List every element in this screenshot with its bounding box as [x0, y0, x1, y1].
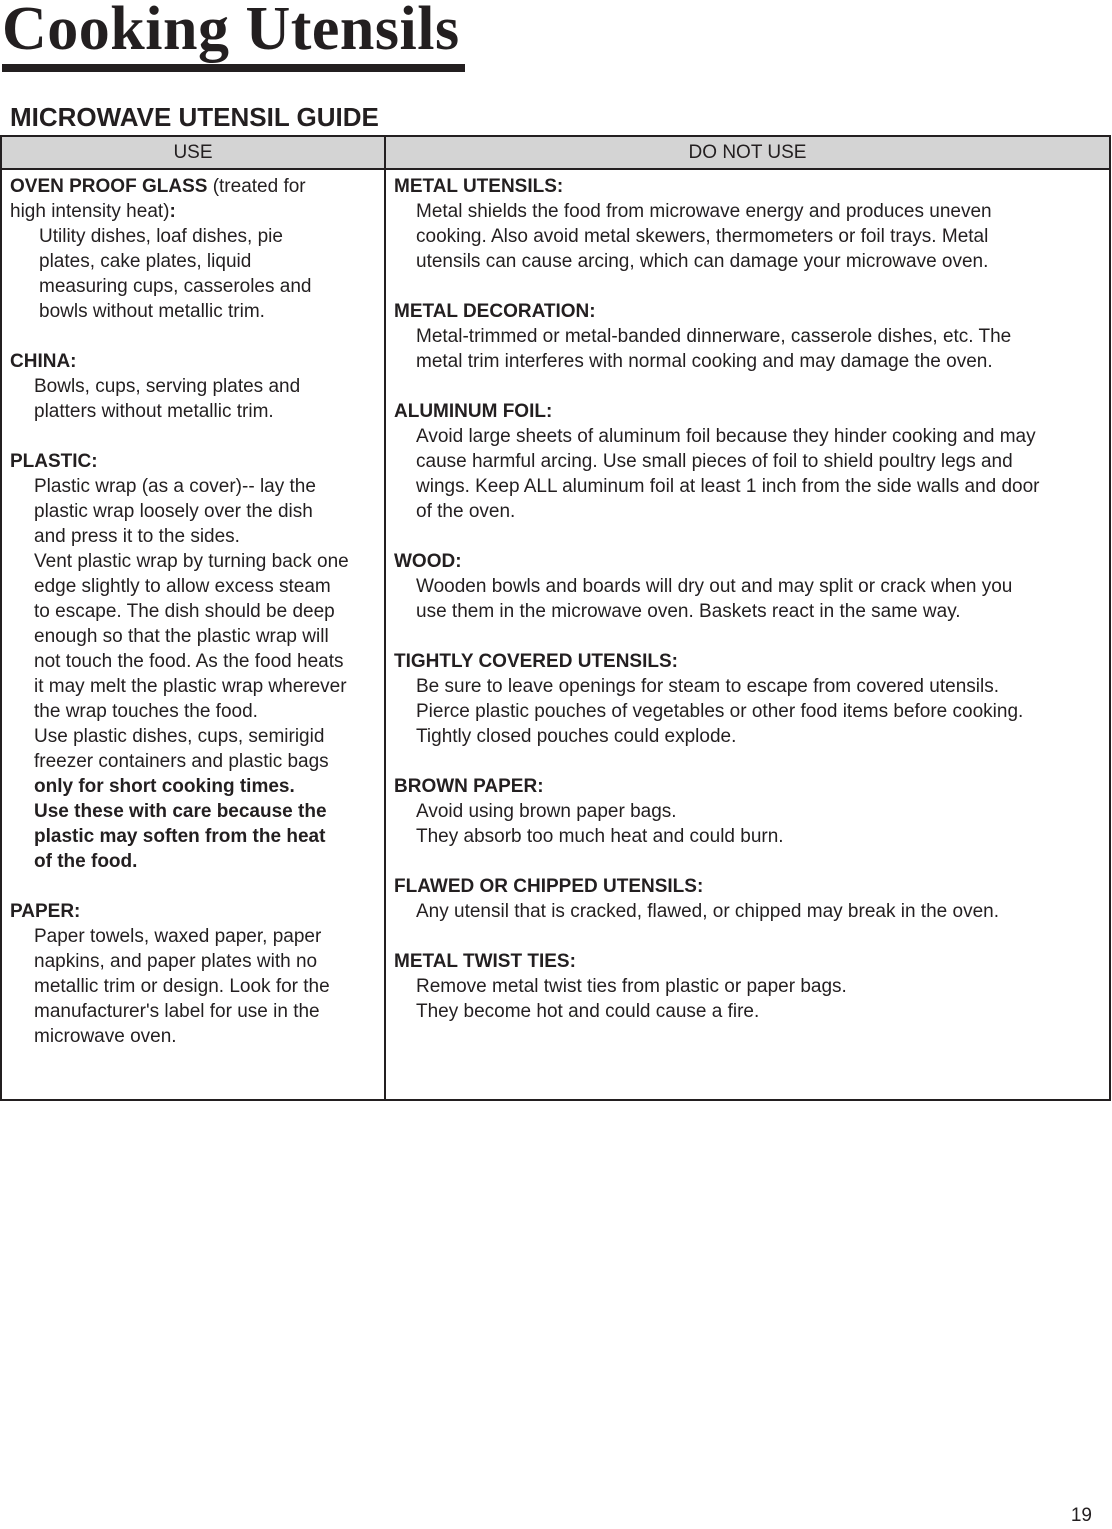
section-subtitle: MICROWAVE UTENSIL GUIDE	[10, 102, 379, 132]
section-line: Utility dishes, loaf dishes, pie	[39, 226, 283, 247]
guide-section	[394, 174, 1101, 274]
section-heading-note: (treated for	[207, 176, 306, 197]
section-heading	[10, 449, 376, 474]
table-row	[1, 169, 1110, 1100]
section-heading-label: ALUMINUM FOIL:	[394, 401, 553, 422]
section-heading-label: WOOD:	[394, 551, 462, 572]
section-line: Tightly closed pouches could explode.	[416, 726, 737, 747]
section-line: utensils can cause arcing, which can damage your microwave oven.	[416, 251, 989, 272]
section-line: manufacturer's label for use in the	[34, 1001, 320, 1022]
section-line: Remove metal twist ties from plastic or paper bags.	[416, 976, 847, 997]
section-heading	[394, 549, 1101, 574]
section-line: metal trim interferes with normal cooking and may damage the oven.	[416, 351, 993, 372]
guide-section	[10, 174, 376, 324]
section-line: Metal shields the food from microwave energy and produces uneven	[416, 201, 992, 222]
section-line: cooking. Also avoid metal skewers, thermometers or foil trays. Metal	[416, 226, 989, 247]
section-line: it may melt the plastic wrap wherever	[34, 676, 347, 697]
section-heading	[394, 874, 1101, 899]
page-title: Cooking Utensils	[2, 0, 460, 63]
section-line: They absorb too much heat and could burn.	[416, 826, 784, 847]
section-heading-label: METAL DECORATION:	[394, 301, 596, 322]
section-heading-label: PLASTIC:	[10, 451, 98, 472]
section-heading-label: TIGHTLY COVERED UTENSILS:	[394, 651, 678, 672]
utensil-guide-table	[0, 135, 1111, 1101]
section-line: freezer containers and plastic bags	[34, 751, 329, 772]
guide-section	[394, 874, 1101, 924]
title-underline	[2, 64, 465, 72]
section-heading	[394, 774, 1101, 799]
section-line: metallic trim or design. Look for the	[34, 976, 330, 997]
section-heading	[394, 949, 1101, 974]
section-heading	[10, 899, 376, 924]
section-line: bowls without metallic trim.	[39, 301, 265, 322]
section-line: Metal-trimmed or metal-banded dinnerware, casserole dishes, etc. The	[416, 326, 1012, 347]
section-line: Be sure to leave openings for steam to escape from covered utensils.	[416, 676, 999, 697]
section-line: cause harmful arcing. Use small pieces of foil to shield poultry legs and	[416, 451, 1013, 472]
section-line: the wrap touches the food.	[34, 701, 258, 722]
section-line: Avoid large sheets of aluminum foil because they hinder cooking and may	[416, 426, 1036, 447]
section-line: of the oven.	[416, 501, 516, 522]
section-heading-label: BROWN PAPER:	[394, 776, 544, 797]
section-line: use them in the microwave oven. Baskets react in the same way.	[416, 601, 961, 622]
section-line: platters without metallic trim.	[34, 401, 274, 422]
section-line: of the food.	[34, 851, 138, 872]
guide-section	[394, 649, 1101, 749]
section-heading	[10, 174, 376, 199]
section-heading-label: METAL UTENSILS:	[394, 176, 564, 197]
section-line: and press it to the sides.	[34, 526, 240, 547]
section-heading	[394, 174, 1101, 199]
section-line: only for short cooking times.	[34, 776, 295, 797]
section-heading	[10, 349, 376, 374]
guide-section	[394, 949, 1101, 1024]
column-header-use: USE	[1, 136, 385, 169]
section-heading	[394, 299, 1101, 324]
section-line: napkins, and paper plates with no	[34, 951, 318, 972]
section-line: Use these with care because the	[34, 801, 327, 822]
section-line: not touch the food. As the food heats	[34, 651, 344, 672]
section-line: plastic may soften from the heat	[34, 826, 326, 847]
section-heading-label: CHINA:	[10, 351, 77, 372]
section-heading-continuation	[10, 199, 376, 224]
guide-section	[10, 899, 376, 1049]
section-heading-label: PAPER:	[10, 901, 81, 922]
section-line: plastic wrap loosely over the dish	[34, 501, 313, 522]
section-line: Use plastic dishes, cups, semirigid	[34, 726, 325, 747]
section-line: enough so that the plastic wrap will	[34, 626, 329, 647]
page-number: 19	[1070, 1505, 1092, 1526]
section-heading	[394, 649, 1101, 674]
section-line: to escape. The dish should be deep	[34, 601, 335, 622]
heading-colon: :	[169, 201, 176, 222]
section-line: Any utensil that is cracked, flawed, or chipped may break in the oven.	[416, 901, 999, 922]
section-line: wings. Keep ALL aluminum foil at least 1 inch from the side walls and door	[416, 476, 1040, 497]
section-heading-label: OVEN PROOF GLASS	[10, 176, 208, 197]
guide-section	[10, 349, 376, 424]
table-header-row	[1, 136, 1110, 169]
guide-section	[394, 549, 1101, 624]
section-line: Plastic wrap (as a cover)-- lay the	[34, 476, 316, 497]
use-column-cell	[1, 169, 385, 1100]
section-line: They become hot and could cause a fire.	[416, 1001, 760, 1022]
section-line: microwave oven.	[34, 1026, 177, 1047]
guide-section	[394, 399, 1101, 524]
column-header-do-not-use: DO NOT USE	[385, 136, 1110, 169]
section-heading-label: METAL TWIST TIES:	[394, 951, 576, 972]
section-line: Wooden bowls and boards will dry out and may split or crack when you	[416, 576, 1013, 597]
section-heading	[394, 399, 1101, 424]
heading-note-text: high intensity heat)	[10, 201, 170, 222]
section-line: Bowls, cups, serving plates and	[34, 376, 301, 397]
section-line: measuring cups, casseroles and	[39, 276, 312, 297]
section-line: plates, cake plates, liquid	[39, 251, 252, 272]
section-line: Avoid using brown paper bags.	[416, 801, 677, 822]
section-heading-label: FLAWED OR CHIPPED UTENSILS:	[394, 876, 704, 897]
guide-section	[10, 449, 376, 874]
guide-section	[394, 774, 1101, 849]
section-line: Pierce plastic pouches of vegetables or other food items before cooking.	[416, 701, 1024, 722]
section-line: edge slightly to allow excess steam	[34, 576, 331, 597]
section-line: Vent plastic wrap by turning back one	[34, 551, 349, 572]
section-line: Paper towels, waxed paper, paper	[34, 926, 322, 947]
guide-section	[394, 299, 1101, 374]
do-not-use-column-cell	[385, 169, 1110, 1100]
